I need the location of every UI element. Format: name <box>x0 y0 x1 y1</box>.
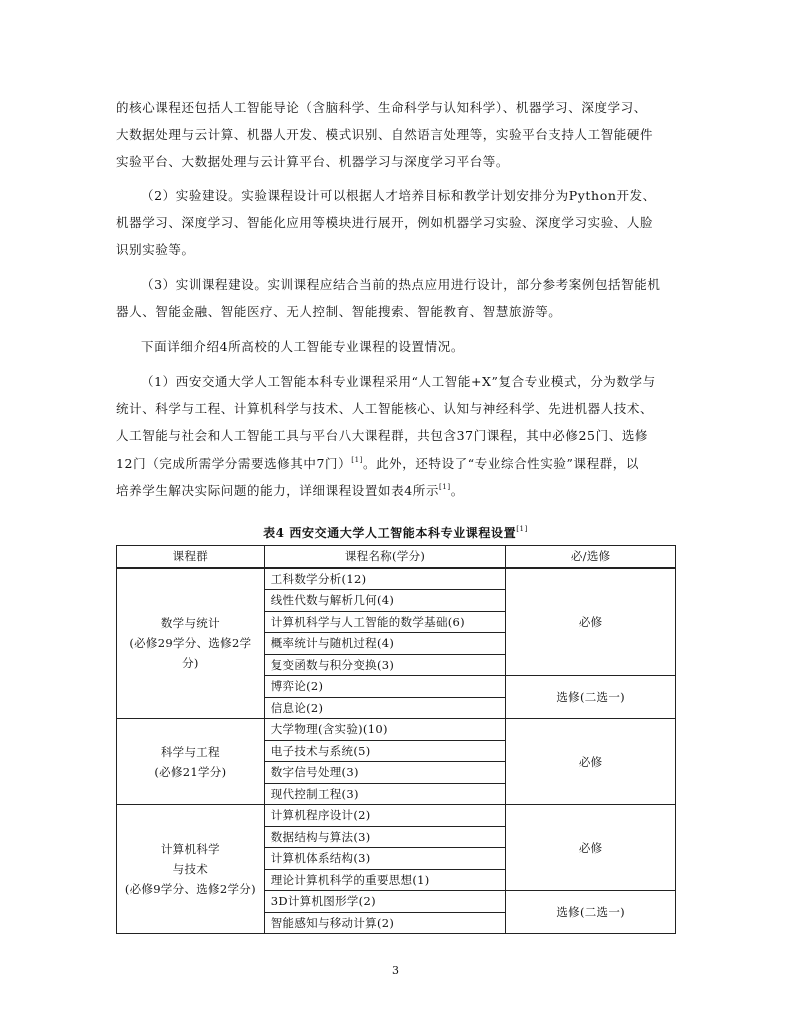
course-name-cell: 理论计算机科学的重要思想(1) <box>264 869 506 891</box>
course-group-name-line: 科学与工程 <box>160 744 220 759</box>
requirement-cell: 选修(二选一) <box>506 891 676 934</box>
table-body <box>117 568 676 934</box>
body-text-line: 实验平台、大数据处理与云计算平台、机器学习与深度学习平台等。 <box>116 154 510 169</box>
course-name-cell: 计算机程序设计(2) <box>264 805 506 827</box>
course-group-name-line: (必修9学分、选修2学分) <box>124 882 256 896</box>
body-text-line: 机器学习、深度学习、智能化应用等模块进行展开，例如机器学习实验、深度学习实验、人脸 <box>116 215 654 230</box>
text-span: 。 <box>450 483 464 498</box>
course-name-cell: 概率统计与随机过程(4) <box>264 633 506 655</box>
table-caption <box>0 524 791 541</box>
citation-ref: [1] <box>438 483 451 491</box>
body-text-line: 器人、智能金融、智能医疗、无人控制、智能搜索、智能教育、智慧旅游等。 <box>116 304 562 319</box>
course-name-cell: 智能感知与移动计算(2) <box>264 912 506 934</box>
requirement-cell: 必修 <box>506 719 676 805</box>
course-group-name-line: (必修29学分、选修2学 <box>129 636 252 651</box>
course-name-cell: 3D计算机图形学(2) <box>264 891 506 913</box>
course-name-cell: 线性代数与解析几何(4) <box>264 590 506 612</box>
citation-ref: [1] <box>351 456 363 464</box>
table-row <box>117 719 676 741</box>
course-name-cell: 大学物理(含实验)(10) <box>264 719 506 741</box>
text-span: 。此外，还特设了“专业综合性实验”课程群，以 <box>362 456 639 471</box>
header-cell: 课程名称(学分) <box>264 546 506 568</box>
table-row <box>117 805 676 827</box>
requirement-cell: 选修(二选一) <box>506 676 676 719</box>
page-number: 3 <box>392 964 399 977</box>
body-text-line: 人工智能与社会和人工智能工具与平台八大课程群，共包含37门课程，其中必修25门、选修 <box>116 428 649 443</box>
header-cell: 必/选修 <box>506 546 676 568</box>
body-text-line: （2）实验建设。实验课程设计可以根据人才培养目标和教学计划安排分为Python开发、 <box>141 188 656 203</box>
course-name-cell: 复变函数与积分变换(3) <box>264 654 506 676</box>
course-group-name-line: 数学与统计 <box>160 616 220 631</box>
header-cell: 课程群 <box>117 546 265 568</box>
course-name-cell: 计算机科学与人工智能的数学基础(6) <box>264 611 506 633</box>
requirement-cell: 必修 <box>506 568 676 676</box>
course-group-name-line: 分) <box>182 656 199 671</box>
course-name-cell: 信息论(2) <box>264 697 506 719</box>
body-text-line: 识别实验等。 <box>116 242 195 257</box>
body-text-line: 的核心课程还包括人工智能导论（含脑科学、生命科学与认知科学）、机器学习、深度学习、 <box>116 100 647 115</box>
body-text-line <box>116 482 676 499</box>
course-name-cell: 博弈论(2) <box>264 676 506 698</box>
body-text-line: （1）西安交通大学人工智能本科专业课程采用“人工智能+X”复合专业模式，分为数学与 <box>141 374 656 389</box>
course-name-cell: 数字信号处理(3) <box>264 762 506 784</box>
course-name-cell: 计算机体系结构(3) <box>264 848 506 870</box>
course-group-name-line: 与技术 <box>172 862 209 876</box>
course-table <box>116 545 676 934</box>
course-group-name-line: 计算机科学 <box>160 842 220 856</box>
requirement-cell: 必修 <box>506 805 676 891</box>
citation-ref: [1] <box>516 525 528 533</box>
body-text-line: 下面详细介绍4所高校的人工智能专业课程的设置情况。 <box>141 339 464 354</box>
text-span: 12门（完成所需学分需要选修其中7门） <box>116 456 352 471</box>
course-group-cell <box>117 719 265 805</box>
body-text-line <box>116 455 676 472</box>
table-header-row <box>117 546 676 568</box>
body-text-line: 大数据处理与云计算、机器人开发、模式识别、自然语言处理等，实验平台支持人工智能硬件 <box>116 127 654 142</box>
course-group-cell <box>117 805 265 934</box>
course-name-cell: 现代控制工程(3) <box>264 783 506 805</box>
caption-text: 表4 西安交通大学人工智能本科专业课程设置 <box>263 526 517 540</box>
body-text-line: （3）实训课程建设。实训课程应结合当前的热点应用进行设计，部分参考案例包括智能机 <box>141 277 661 292</box>
table-row <box>117 568 676 590</box>
course-name-cell: 数据结构与算法(3) <box>264 826 506 848</box>
course-group-cell <box>117 568 265 719</box>
course-name-cell: 电子技术与系统(5) <box>264 740 506 762</box>
course-group-name-line: (必修21学分) <box>154 764 227 779</box>
text-span: 培养学生解决实际问题的能力，详细课程设置如表4所示 <box>116 483 439 498</box>
body-text-line: 统计、科学与工程、计算机科学与技术、人工智能核心、认知与神经科学、先进机器人技术、 <box>116 401 654 416</box>
course-name-cell: 工科数学分析(12) <box>264 568 506 590</box>
